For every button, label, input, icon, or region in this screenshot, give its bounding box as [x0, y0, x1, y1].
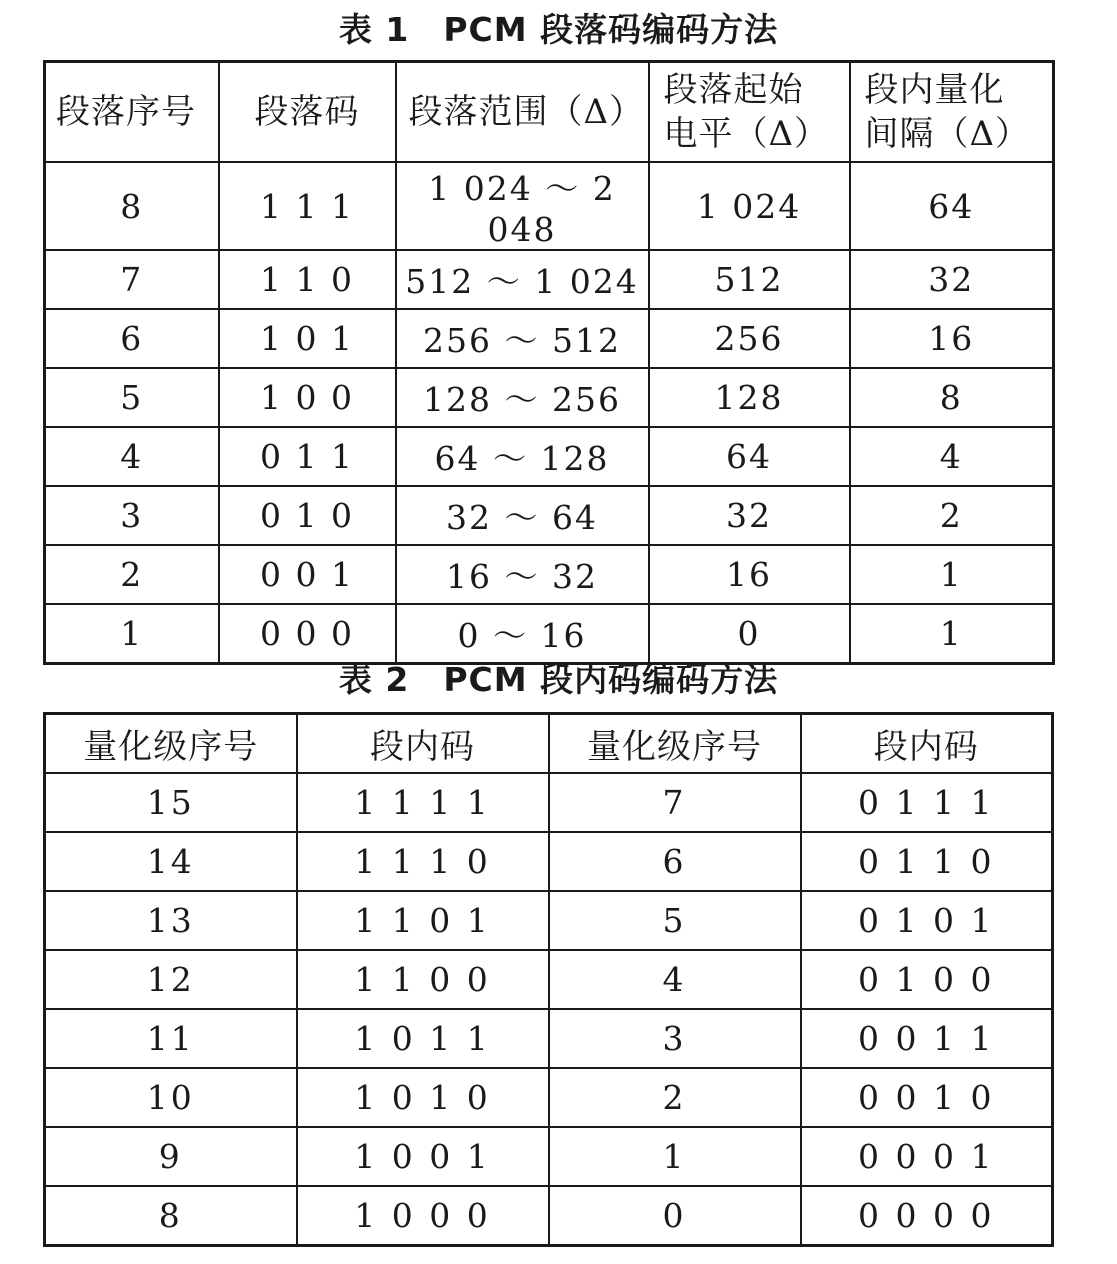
segment-code-table: [43, 60, 1055, 665]
cell-quantization-level: 3: [549, 1009, 801, 1068]
intra-segment-code-table: [43, 712, 1054, 1247]
cell-intra-segment-code: 0 0 0 1: [801, 1127, 1053, 1186]
table-row: [45, 309, 1054, 368]
cell-intra-segment-code: 1 0 0 0: [297, 1186, 549, 1246]
header-quantization-level: 量化级序号: [549, 714, 801, 774]
cell-intra-segment-code: 1 1 1 1: [297, 773, 549, 832]
cell-start-level: 512: [649, 250, 850, 309]
cell-segment-code: 1 1 1: [219, 162, 396, 250]
header-intra-segment-code: 段内码: [801, 714, 1053, 774]
cell-quantization-interval: 16: [850, 309, 1054, 368]
cell-quantization-level: 9: [45, 1127, 297, 1186]
table2-caption: 表 2 PCM 段内码编码方法: [338, 660, 779, 699]
cell-intra-segment-code: 1 1 1 0: [297, 832, 549, 891]
cell-intra-segment-code: 0 1 0 0: [801, 950, 1053, 1009]
cell-segment-range: 64 ～ 128: [396, 427, 649, 486]
table-row: [45, 891, 1053, 950]
cell-intra-segment-code: 0 1 1 0: [801, 832, 1053, 891]
table-header-row: [45, 62, 1054, 163]
cell-quantization-interval: 1: [850, 545, 1054, 604]
table-row: [45, 427, 1054, 486]
cell-segment-code: 1 0 1: [219, 309, 396, 368]
cell-quantization-level: 14: [45, 832, 297, 891]
cell-quantization-level: 7: [549, 773, 801, 832]
cell-quantization-level: 15: [45, 773, 297, 832]
cell-segment-number: 3: [45, 486, 219, 545]
cell-segment-code: 0 1 0: [219, 486, 396, 545]
header-segment-code: 段落码: [219, 62, 396, 163]
header-segment-range: 段落范围（Δ）: [396, 62, 649, 163]
table-row: [45, 486, 1054, 545]
cell-quantization-level: 1: [549, 1127, 801, 1186]
cell-quantization-interval: 1: [850, 604, 1054, 664]
cell-start-level: 256: [649, 309, 850, 368]
cell-intra-segment-code: 1 1 0 0: [297, 950, 549, 1009]
cell-segment-range: 128 ～ 256: [396, 368, 649, 427]
header-quantization-interval: 段内量化 间隔（Δ）: [850, 62, 1054, 163]
header-intra-segment-code: 段内码: [297, 714, 549, 774]
cell-intra-segment-code: 0 1 0 1: [801, 891, 1053, 950]
cell-quantization-level: 5: [549, 891, 801, 950]
cell-segment-code: 0 0 1: [219, 545, 396, 604]
cell-intra-segment-code: 0 0 1 0: [801, 1068, 1053, 1127]
header-quantization-level: 量化级序号: [45, 714, 297, 774]
cell-quantization-interval: 32: [850, 250, 1054, 309]
table-row: [45, 368, 1054, 427]
table-row: [45, 1009, 1053, 1068]
cell-intra-segment-code: 1 0 1 1: [297, 1009, 549, 1068]
cell-quantization-interval: 64: [850, 162, 1054, 250]
cell-start-level: 128: [649, 368, 850, 427]
cell-segment-range: 32 ～ 64: [396, 486, 649, 545]
table-row: [45, 773, 1053, 832]
table-header-row: [45, 714, 1053, 774]
cell-segment-number: 5: [45, 368, 219, 427]
cell-segment-number: 8: [45, 162, 219, 250]
cell-quantization-level: 11: [45, 1009, 297, 1068]
cell-segment-number: 6: [45, 309, 219, 368]
table-row: [45, 162, 1054, 250]
cell-quantization-level: 13: [45, 891, 297, 950]
cell-quantization-level: 12: [45, 950, 297, 1009]
cell-segment-code: 0 1 1: [219, 427, 396, 486]
cell-quantization-level: 4: [549, 950, 801, 1009]
cell-intra-segment-code: 0 0 1 1: [801, 1009, 1053, 1068]
cell-quantization-interval: 4: [850, 427, 1054, 486]
cell-start-level: 0: [649, 604, 850, 664]
cell-segment-number: 2: [45, 545, 219, 604]
cell-segment-code: 1 0 0: [219, 368, 396, 427]
cell-intra-segment-code: 1 0 1 0: [297, 1068, 549, 1127]
cell-quantization-level: 2: [549, 1068, 801, 1127]
table-row: [45, 250, 1054, 309]
table1-caption: 表 1 PCM 段落码编码方法: [338, 10, 779, 49]
table-row: [45, 1068, 1053, 1127]
cell-quantization-level: 10: [45, 1068, 297, 1127]
cell-intra-segment-code: 0 1 1 1: [801, 773, 1053, 832]
cell-quantization-level: 8: [45, 1186, 297, 1246]
cell-intra-segment-code: 0 0 0 0: [801, 1186, 1053, 1246]
cell-start-level: 32: [649, 486, 850, 545]
table-row: [45, 950, 1053, 1009]
header-segment-number: 段落序号: [45, 62, 219, 163]
cell-quantization-interval: 8: [850, 368, 1054, 427]
header-segment-start-level: 段落起始 电平（Δ）: [649, 62, 850, 163]
cell-segment-range: 512 ～ 1 024: [396, 250, 649, 309]
cell-intra-segment-code: 1 1 0 1: [297, 891, 549, 950]
table-row: [45, 1186, 1053, 1246]
cell-quantization-level: 0: [549, 1186, 801, 1246]
table-row: [45, 1127, 1053, 1186]
table-row: [45, 604, 1054, 664]
cell-intra-segment-code: 1 0 0 1: [297, 1127, 549, 1186]
cell-segment-number: 4: [45, 427, 219, 486]
table-row: [45, 545, 1054, 604]
cell-segment-code: 0 0 0: [219, 604, 396, 664]
cell-start-level: 16: [649, 545, 850, 604]
cell-quantization-interval: 2: [850, 486, 1054, 545]
cell-segment-number: 7: [45, 250, 219, 309]
cell-segment-range: 0 ～ 16: [396, 604, 649, 664]
cell-segment-range: 1 024 ～ 2 048: [396, 162, 649, 250]
table-row: [45, 832, 1053, 891]
cell-segment-range: 16 ～ 32: [396, 545, 649, 604]
cell-start-level: 64: [649, 427, 850, 486]
cell-start-level: 1 024: [649, 162, 850, 250]
cell-segment-code: 1 1 0: [219, 250, 396, 309]
cell-segment-number: 1: [45, 604, 219, 664]
cell-segment-range: 256 ～ 512: [396, 309, 649, 368]
cell-quantization-level: 6: [549, 832, 801, 891]
